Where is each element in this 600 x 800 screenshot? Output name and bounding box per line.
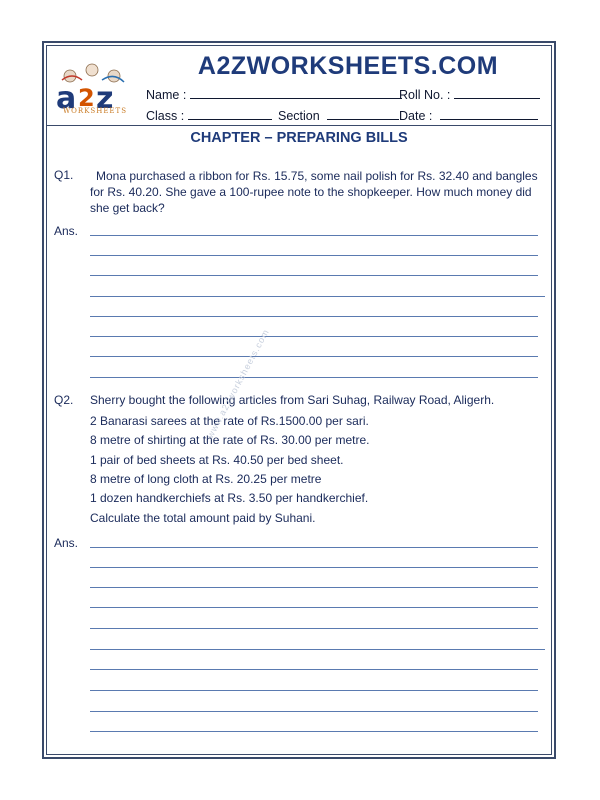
q1-line-2: for Rs. 40.20. She gave a 100-rupee note to the shopkeeper. How much money did (90, 185, 532, 199)
q1-answer-line[interactable] (90, 336, 538, 337)
q1-number: Q1. (54, 168, 74, 182)
svg-text:a: a (56, 81, 77, 116)
q2-item: 8 metre of shirting at the rate of Rs. 30.00 per metre. (90, 433, 370, 447)
header-divider (46, 125, 552, 126)
q1-answer-line[interactable] (90, 356, 538, 357)
chapter-title: CHAPTER – PREPARING BILLS (190, 130, 408, 146)
q2-number: Q2. (54, 393, 74, 407)
class-field[interactable] (146, 107, 272, 123)
name-field[interactable] (146, 86, 402, 102)
logo-caption: WORKSHEETS (62, 107, 128, 115)
q2-answer-line[interactable] (90, 628, 538, 629)
q1-answer-label: Ans. (54, 224, 79, 238)
date-input-line[interactable] (440, 107, 538, 120)
svg-text:2: 2 (78, 84, 95, 112)
name-input-line[interactable] (190, 86, 402, 99)
q2-answer-line[interactable] (90, 669, 538, 670)
q1-answer-line[interactable] (90, 316, 538, 317)
section-field[interactable] (278, 107, 399, 123)
q2-item: 2 Banarasi sarees at the rate of Rs.1500.00 per sari. (90, 414, 369, 428)
q2-answer-label: Ans. (54, 536, 79, 550)
section-input-line[interactable] (327, 107, 399, 120)
q2-answer-line[interactable] (90, 649, 545, 650)
q2-item: 1 pair of bed sheets at Rs. 40.50 per bed sheet. (90, 453, 344, 467)
q1-answer-line[interactable] (90, 235, 538, 236)
class-input-line[interactable] (188, 107, 272, 120)
q2-answer-line[interactable] (90, 690, 538, 691)
q2-item: 8 metre of long cloth at Rs. 20.25 per metre (90, 472, 322, 486)
site-title: A2ZWORKSHEETS.COM (197, 52, 499, 80)
q2-intro: Sherry bought the following articles from Sari Suhag, Railway Road, Aligerh. (90, 393, 495, 407)
roll-input-line[interactable] (454, 86, 540, 99)
q1-line-1: Mona purchased a ribbon for Rs. 15.75, some nail polish for Rs. 32.40 and bangles (96, 169, 538, 183)
q1-line-3: she get back? (90, 201, 165, 215)
q1-answer-line[interactable] (90, 377, 538, 378)
roll-label: Roll No. : (399, 88, 451, 102)
q2-answer-line[interactable] (90, 547, 538, 548)
roll-field[interactable] (399, 86, 540, 102)
class-label: Class : (146, 109, 185, 123)
date-field[interactable] (399, 107, 538, 123)
q2-answer-line[interactable] (90, 607, 538, 608)
name-label: Name : (146, 88, 187, 102)
q2-answer-line[interactable] (90, 731, 538, 732)
q1-answer-line[interactable] (90, 255, 538, 256)
q2-instruction: Calculate the total amount paid by Suhani. (90, 511, 316, 525)
q2-answer-line[interactable] (90, 711, 538, 712)
svg-text:z: z (96, 81, 114, 116)
date-label: Date : (399, 109, 433, 123)
section-label: Section (278, 109, 320, 123)
q2-item: 1 dozen handkerchiefs at Rs. 3.50 per handkerchief. (90, 491, 369, 505)
q1-answer-line[interactable] (90, 296, 545, 297)
watermark: www.a2zworksheets.com (205, 327, 272, 440)
q1-answer-line[interactable] (90, 275, 538, 276)
q2-answer-line[interactable] (90, 587, 538, 588)
q2-answer-line[interactable] (90, 567, 538, 568)
